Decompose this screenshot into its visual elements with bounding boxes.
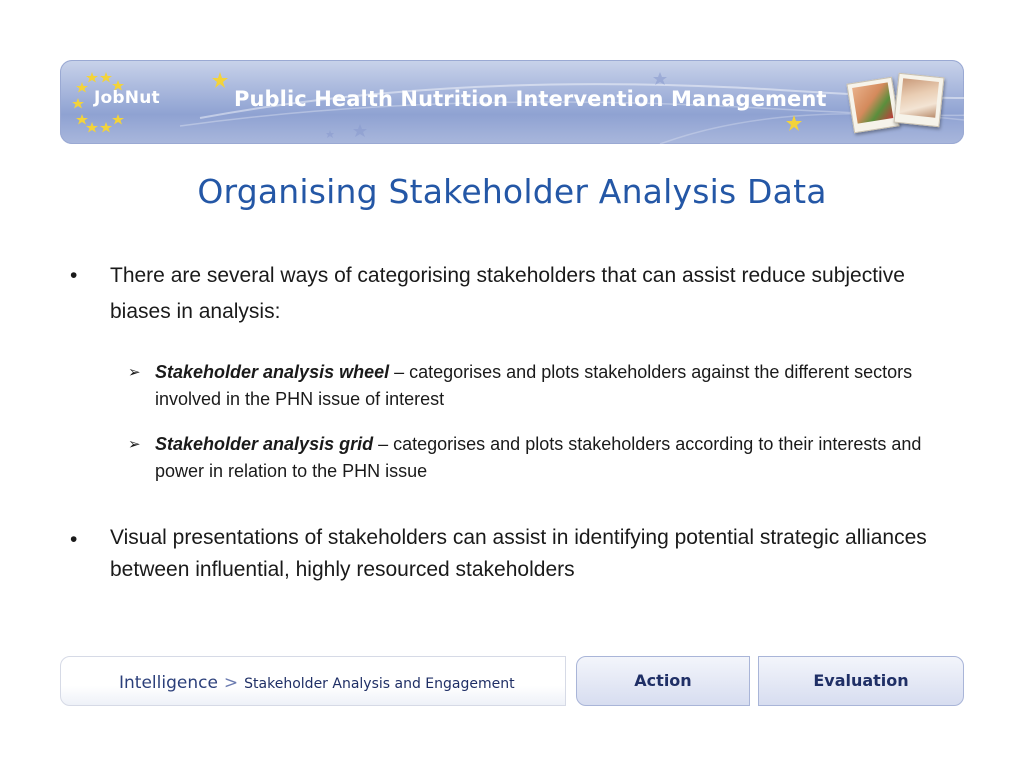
sub-bullet-term: Stakeholder analysis grid [155, 434, 374, 454]
header-banner [60, 60, 964, 144]
sub-bullet-text [155, 359, 965, 413]
tab-evaluation[interactable]: Evaluation [758, 656, 964, 706]
breadcrumb-section[interactable]: Intelligence [119, 673, 218, 693]
sub-bullet-description: – categorises and plots stakeholders against the different sectors involved in the PHN issue of interest [155, 362, 913, 409]
arrow-bullet-icon: ➢ [128, 364, 141, 381]
breadcrumb [60, 656, 566, 706]
child-watermelon-photo [846, 77, 899, 134]
bullet-marker: • [70, 528, 78, 551]
mother-baby-photo [894, 73, 945, 128]
sub-bullet-description: – categorises and plots stakeholders according to their interests and power in relation to the PHN issue [155, 434, 922, 481]
breadcrumb-subsection: Stakeholder Analysis and Engagement [244, 676, 515, 692]
bullet-marker: • [70, 264, 78, 287]
tab-action[interactable]: Action [576, 656, 750, 706]
arrow-bullet-icon: ➢ [128, 436, 141, 453]
bullet-text: Visual presentations of stakeholders can assist in identifying potential strategic alliances between influential, highly resourced stakeholders [110, 526, 927, 581]
banner-title: Public Health Nutrition Intervention Management [234, 87, 827, 111]
breadcrumb-separator: > [223, 673, 239, 693]
sub-bullet-term: Stakeholder analysis wheel [155, 362, 390, 382]
slide-title: Organising Stakeholder Analysis Data [197, 172, 827, 211]
sub-bullet-text [155, 431, 965, 485]
bullet-text: There are several ways of categorising stakeholders that can assist reduce subjective biases in analysis: [110, 264, 905, 323]
footer-nav [60, 656, 964, 706]
breadcrumb-text [119, 673, 515, 693]
logo-text: JobNut [94, 88, 160, 108]
